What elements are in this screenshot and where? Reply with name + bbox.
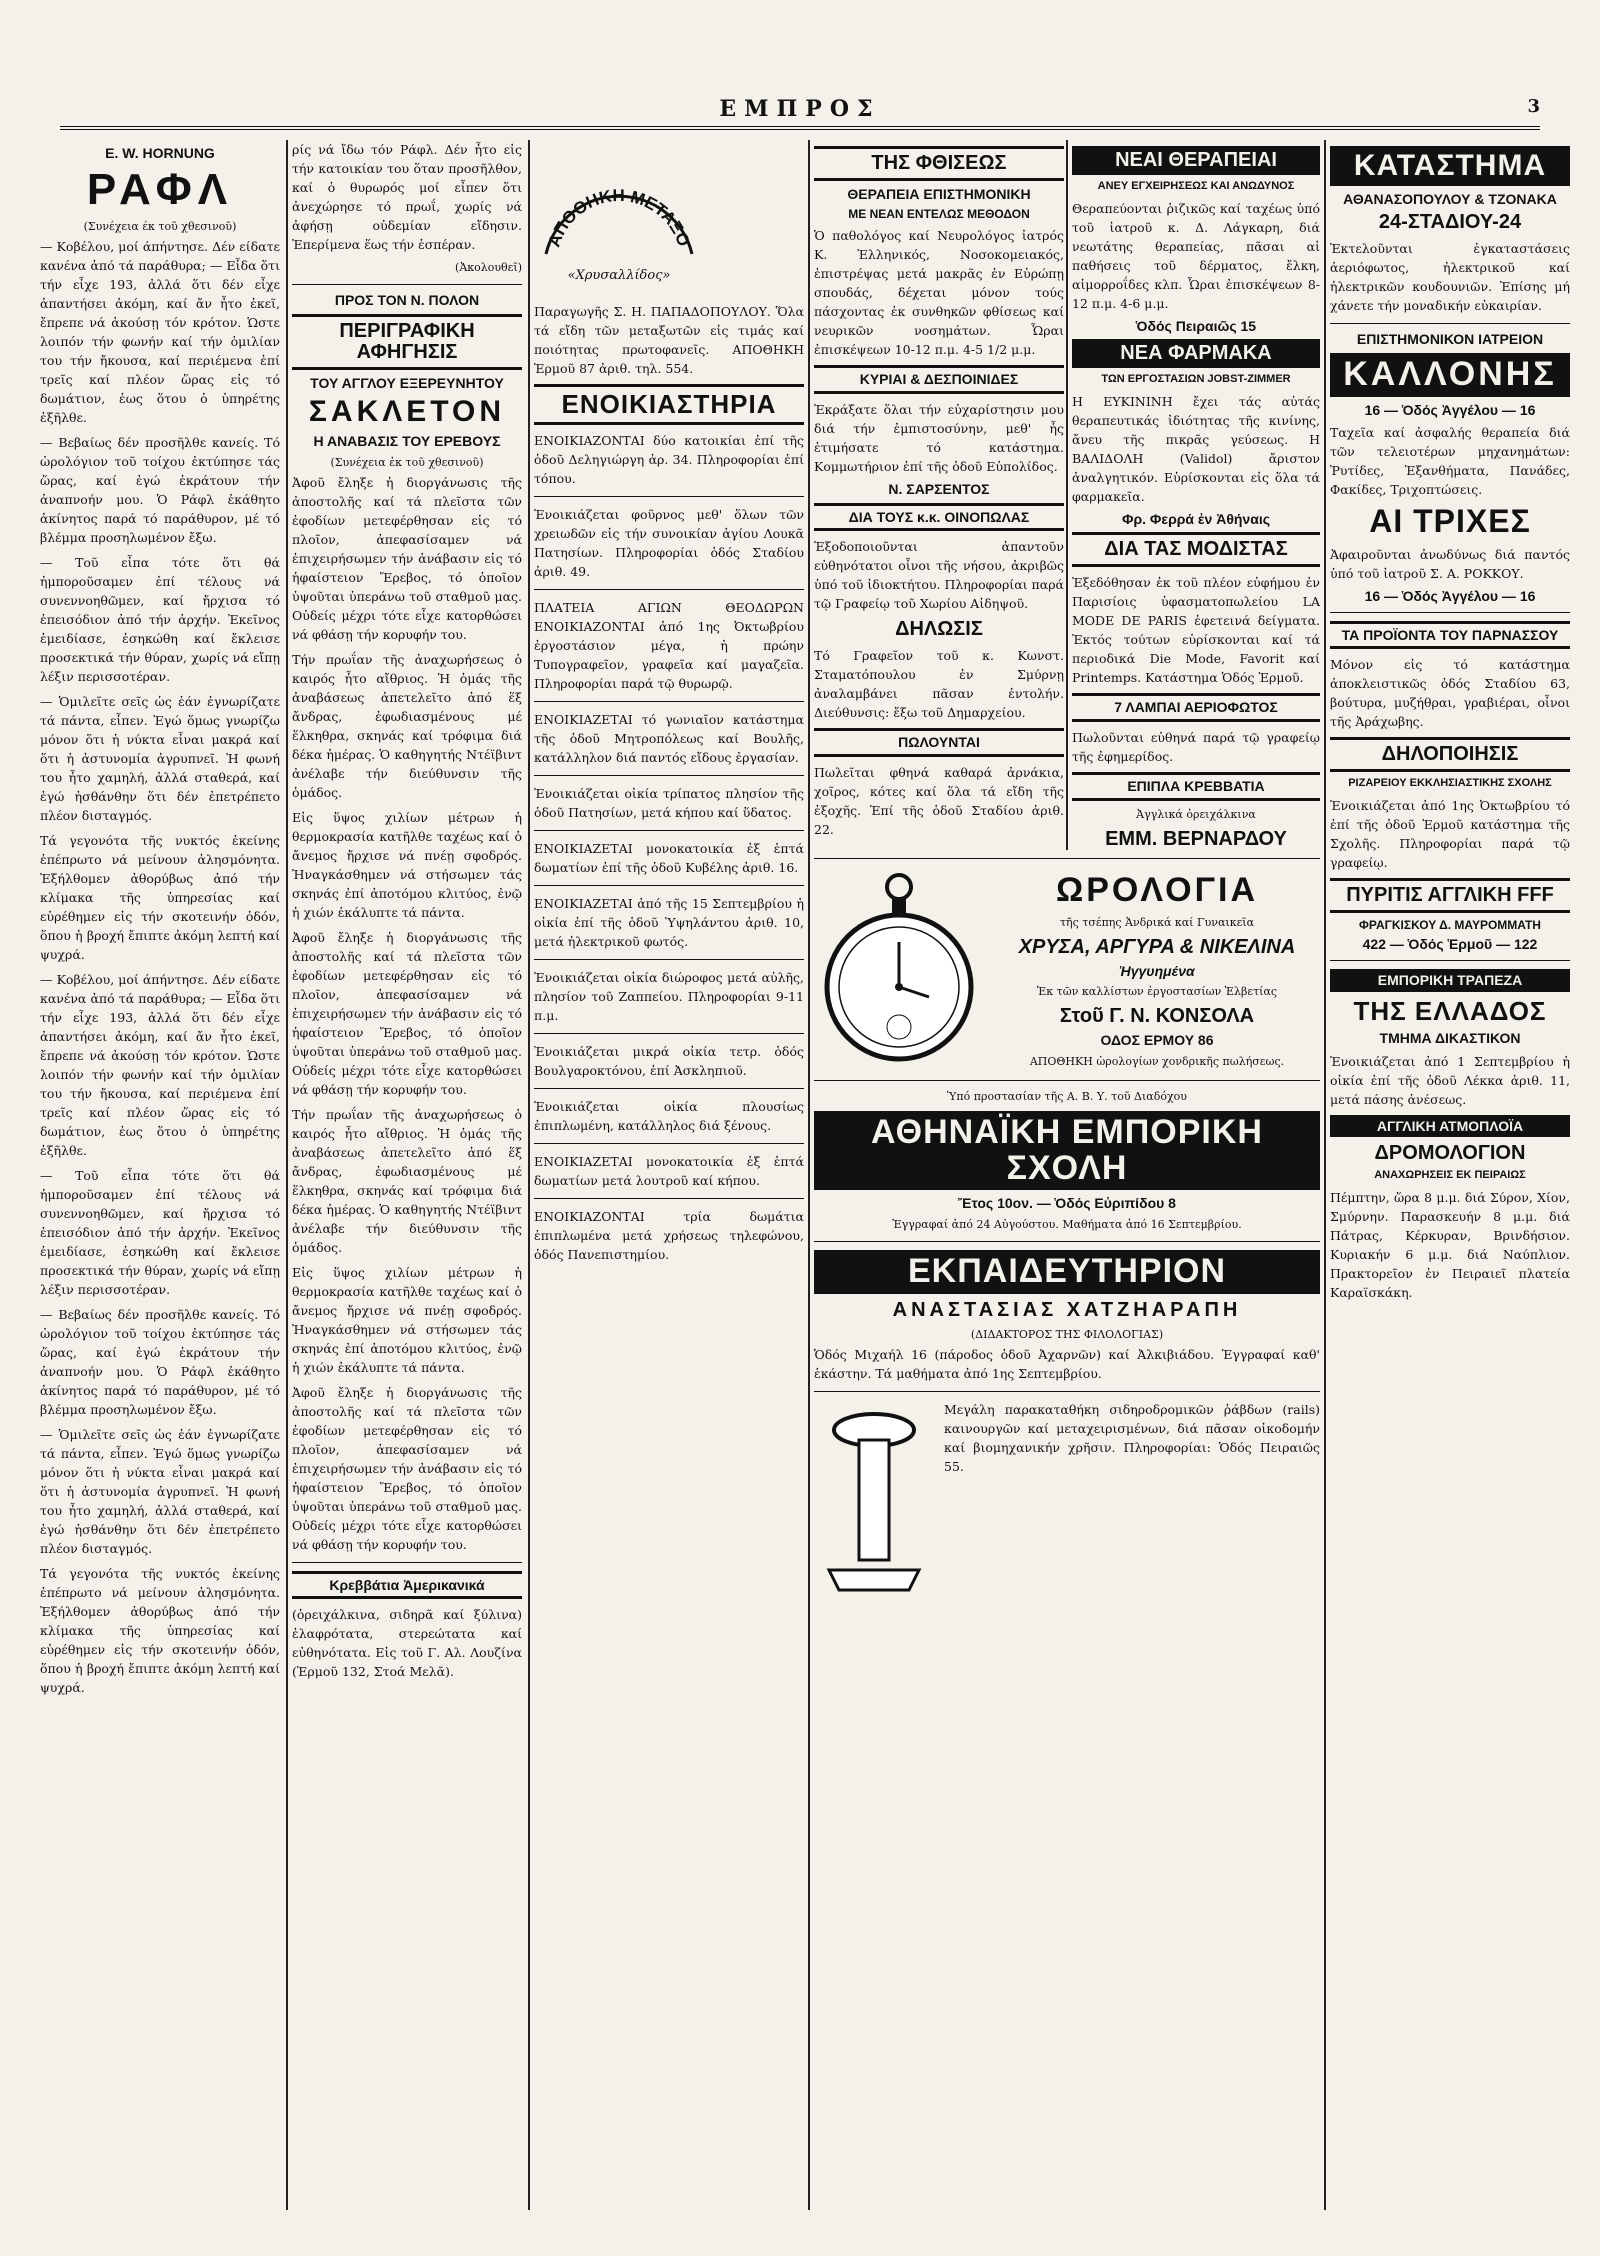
rental-ad: ΕΝΟΙΚΙΑΖΕΤΑΙ μονοκατοικία ἐξ ἑπτά δωματίων ἐπί τῆς ὁδοῦ Κυβέλης ἀριθ. 16. [534,841,804,876]
rental-ad: ΕΝΟΙΚΙΑΖΕΤΑΙ ἀπό τῆς 15 Σεπτεμβρίου ἡ οἰκία ἐπί τῆς ὁδοῦ Ὑψηλάντου ἀριθ. 10, μετά ἠλεκτρικοῦ φωτός. [534,896,804,950]
serial-paragraph: — Βεβαίως δέν προσῆλθε κανείς. Τό ὡρολόγιον τοῦ τοίχου ἐκτύπησε τάς ὥρας, καί ἐγώ ἐκράτουν τήν ἀναπνοήν μου. Ὁ Ράφλ ἐκάθητο ἀκίνητος παρά τό παράθυρον, μέ τό βλέμμα προσηλωμένον ἔξω. [40,1306,280,1417]
serial-paragraph: — Βεβαίως δέν προσῆλθε κανείς. Τό ὡρολόγιον τοῦ τοίχου ἐκτύπησε τάς ὥρας, καί ἐγώ ἐκράτουν τήν ἀναπνοήν μου. Ὁ Ράφλ ἐκάθητο ἀκίνητος παρά τό παράθυρον, μέ τό βλέμμα προσηλωμένον ἔξω. [40,434,280,545]
ad-name: Ν. ΣΑΡΣΕΝΤΟΣ [888,480,990,497]
watch-ad [814,867,1320,1072]
watch-ad-line: ΧΡΥΣΑ, ΑΡΓΥΡΑ & ΝΙΚΕΛΙΝΑ [1018,935,1296,958]
serial-paragraph: — Ὁμιλεῖτε σεῖς ὡς ἐάν ἐγνωρίζατε τά πάντα, εἶπεν. Ἐγώ ὅμως γνωρίζω μόνον ὅτι ἡ νύκτα εἶναι μακρά καί ὅτι ἡ ἀστυνομία ἀγρυπνεῖ. Ἡ φωνή του ἦτο χαμηλή, ἀλλά σταθερά, καί ἐγώ ἠσθάνθην ὅτι δέν ἐπετρέπετο πλέον δισταγμός. [40,693,280,823]
serial-continuation: (Συνέχεια έκ τοῦ χθεσινοῦ) [83,219,237,233]
ad-text: Τό Γραφεῖον τοῦ κ. Κωνστ. Σταματόπουλου ἐν Σμύρνῃ ἀναλαμβάνει πᾶσαν ἐντολήν. Διεύθυνσις: ἔξω τοῦ Δημαρχείου. [814,648,1064,721]
rental-ad: Ἐνοικιάζεται οἰκία τρίπατος πλησίον τῆς ὁδοῦ Πατησίων, μετά κήπου καί ὕδατος. [534,786,804,821]
article-title: ΣΑΚΛΕΤΟΝ [308,395,506,429]
rental-ad: ΠΛΑΤΕΙΑ ΑΓΙΩΝ ΘΕΟΔΩΡΩΝ ΕΝΟΙΚΙΑΖΟΝΤΑΙ ἀπό 1ης Ὀκτωβρίου ἐργοστάσιον μέγα, ἡ πρώην Τυπογραφεῖον, γραφεῖα καί μαγαζεῖα. Πληροφορίαι παρά τῷ θυρωρῷ. [534,600,804,692]
ad-heading: ΝΕΑΙ ΘΕΡΑΠΕΙΑΙ [1072,146,1320,175]
rental-ad: ΕΝΟΙΚΙΑΖΕΤΑΙ τό γωνιαῖον κατάστημα τῆς ὁδοῦ Μητροπόλεως καί Βουλῆς, κατάλληλον διά παντός εἴδους ἐργασίαν. [534,712,804,766]
article-subheading: ΤΟΥ ΑΓΓΛΟΥ ΕΞΕΡΕΥΝΗΤΟΥ [310,374,504,391]
seal-text: ΑΠΟΘΗΚΗ ΜΕΤΑΞΟ [544,186,694,250]
watch-ad-title: ΩΡΟΛΟΓΙΑ [1055,871,1259,909]
serial-paragraph: — Τοῦ εἶπα τότε ὅτι θά ἠμποροῦσαμεν ἐπί τέλους νά συνεννοηθῶμεν, καί ἤρχισα τό ἐπεισόδιον ἀπό τήν ἀρχήν. Ἐκεῖνος ἐμειδίασε, ἐσηκώθη καί ἔκλεισε προσεκτικά τήν θύραν, χωρίς νά εἴπῃ λέξιν περισσοτέραν. [40,554,280,684]
gunpowder-ad-seller: ΦΡΑΓΚΙΣΚΟΥ Δ. ΜΑΥΡΟΜΜΑΤΗ [1359,917,1541,932]
ad-heading: ΔΙΑ ΤΟΥΣ κ.κ. ΟΙΝΟΠΩΛΑΣ [814,503,1064,532]
page-number: 3 [1527,96,1540,117]
ad-subheading: ΑΝΕΥ ΕΓΧΕΙΡΗΣΕΩΣ ΚΑΙ ΑΝΩΔΥΝΟΣ [1097,180,1295,192]
ad-text: Ἀγγλικά ὀρειχάλκινα [1136,807,1256,821]
education-ad-title: ΕΚΠΑΙΔΕΥΤΗΡΙΟΝ [814,1250,1320,1294]
watch-ad-address: ΟΔΟΣ ΕΡΜΟΥ 86 [1100,1032,1214,1049]
silk-store-seal [534,144,704,294]
rental-ad: Ἐνοικιάζεται οἰκία πλουσίως ἐπιπλωμένη, κατάλληλος διά ξένους. [534,1099,804,1134]
serial-paragraph: — Ὁμιλεῖτε σεῖς ὡς ἐάν ἐγνωρίζατε τά πάντα, εἶπεν. Ἐγώ ὅμως γνωρίζω μόνον ὅτι ἡ νύκτα εἶναι μακρά καί ὅτι ἡ ἀστυνομία ἀγρυπνεῖ. Ἡ φωνή του ἦτο χαμηλή, ἀλλά σταθερά, καί ἐγώ ἠσθάνθην ὅτι δέν ἐπετρέπετο πλέον δισταγμός. [40,1426,280,1556]
shop-ad-owners: ΑΘΑΝΑΣΟΠΟΥΛΟΥ & ΤΖΟΝΑΚΑ [1343,190,1557,207]
school-ad-title: ΑΘΗΝΑΪΚΗ ΕΜΠΟΡΙΚΗ ΣΧΟΛΗ [814,1111,1320,1190]
article-paragraph: Εἰς ὕψος χιλίων μέτρων ἡ θερμοκρασία κατῆλθε ταχέως καί ὁ ἄνεμος ἤρχισε νά πνέῃ σφοδρός. Ἠναγκάσθημεν νά στήσωμεν τάς σκηνάς ἐπί ἀποτόμου κλιτύος, ἐνῷ ἡ χιών ἐκάλυπτε τά πάντα. [292,809,522,920]
ad-heading: ΠΩΛΟΥΝΤΑΙ [814,728,1064,757]
article-paragraph: Ἀφοῦ ἔληξε ἡ διοργάνωσις τῆς ἀποστολῆς καί τά πλεῖστα τῶν ἐφοδίων μετεφέρθησαν εἰς τό πλοῖον, ἀπεφασίσαμεν νά ἐπιχειρήσωμεν τήν ἀνάβασιν εἰς τό ἡφαίστειον Ἔρεβος, τό ὁποῖον ὑψοῦται ὑπεράνω τοῦ σταθμοῦ μας. Οὐδείς μέχρι τότε εἶχε κατορθώσει νά φθάσῃ τήν κορυφήν του. [292,929,522,1097]
shop-ad-text: Ἐκτελοῦνται ἐγκαταστάσεις ἀεριόφωτος, ἠλεκτρικοῦ καί ἠλεκτρικῶν κουδουνιῶν. Ἐπίσης μή χάνετε τήν μοναδικήν εὐκαιρίαν. [1330,241,1570,314]
continued-note: (Ἀκολουθεῖ) [455,261,522,274]
rental-ad: Ἐνοικιάζεται φοῦρνος μεθ' ὅλων τῶν χρειωδῶν εἰς τήν συνοικίαν ἁγίου Λουκᾶ Πατησίων. Πληροφορίαι ὁδός Σταδίου ἀριθ. 49. [534,507,804,580]
ad-text: Ἐξοδοποιοῦνται ἀπαντοῦν εὐθηνότατοι οἶνοι τῆς νήσου, ἀκριβῶς ὑπό τοῦ ἰδιοκτήτου. Πληροφορίαι παρά τῷ Γραφείῳ τοῦ Χωρίου Αἰδηψοῦ. [814,539,1064,612]
column-rule [286,140,288,2210]
ad-address: Ὁδός Πειραιῶς 15 [1135,317,1257,334]
ad-text: Θεραπεύονται ῥιζικῶς καί ταχέως ὑπό τοῦ ἰατροῦ κ. Δ. Λάγκαρη, διά νεωτάτης θεραπείας, πᾶσαι αἱ παθήσεις τοῦ δέρματος, ἔλκη, αἱμορροΐδες κλπ. Ὧραι ἐπισκέψεων 8-12 π.μ. 4-6 μ.μ. [1072,200,1320,311]
masthead [60,96,1540,130]
ad-heading: ΕΠΙΠΛΑ ΚΡΕΒΒΑΤΙΑ [1072,772,1320,801]
clinic-ad-address: 16 — Ὁδός Ἀγγέλου — 16 [1364,401,1536,418]
school-ad-line: Ἔτος 10ον. — Ὁδός Εὐριπίδου 8 [958,1195,1176,1212]
ad-subheading: ΜΕ ΝΕΑΝ ΕΝΤΕΛΩΣ ΜΕΘΟΔΟΝ [848,206,1030,221]
column-pharmacy-ads [1072,140,1320,850]
rental-ad: ΕΝΟΙΚΙΑΖΟΝΤΑΙ τρία δωμάτια ἐπιπλωμένα μετά χρήσεως τηλεφώνου, ὁδός Πανεπιστημίου. [534,1209,804,1263]
hair-ad-address: 16 — Ὁδός Ἀγγέλου — 16 [1364,587,1536,604]
rail-ad-text: Μεγάλη παρακαταθήκη σιδηροδρομικῶν ῥάβδων (rails) καινουργῶν καί μεταχειρισμένων, διά πᾶσαν οἰκοδομήν καί βιομηχανικήν χρῆσιν. Πληροφορίαι: Ὁδός Πειραιῶς 55. [944,1401,1320,1474]
serial-paragraph: — Κοβέλου, μοί άπήντησε. Δέν είδατε κανένα ἀπό τά παράθυρα; — Εἶδα ὅτι τήν εἶχε 193, ἀλλά ὅτι δέν εἶχε ἀπαντήσει ἀκόμη, καί ἄν ἦτο ἐκεῖ, ἔπρεπε νά ἀκούσῃ τόν κρότον. Ὡστε λοιπόν τήν φωνήν καί τήν ὁμιλίαν του τήν ἤκουσα, καί περιέμενα ἐπί τρεῖς καί πλέον ὥρας εἰς τό δωμάτιον, ἐως ὅτου ὁ ὑπηρέτης ἐξῆλθε. [40,238,280,425]
bank-ad-text: Ἐνοικιάζεται ἀπό 1 Σεπτεμβρίου ἡ οἰκία ἐπί τῆς ὁδοῦ Λέκκα ἀριθ. 11, μετά πάσης ἀνέσεως. [1330,1053,1570,1107]
watch-ad-line: ΑΠΟΘΗΚΗ ὡρολογίων χονδρικῆς πωλήσεως. [1029,1055,1285,1069]
column-shop-ads [1330,140,1570,2210]
watch-ad-subtitle: τῆς τσέπης Ἀνδρικά καί Γυναικεῖα [1059,915,1255,929]
ad-heading: ΝΕΑ ΦΑΡΜΑΚΑ [1072,339,1320,368]
article-paragraph: Ἀφοῦ ἔληξε ἡ διοργάνωσις τῆς ἀποστολῆς καί τά πλεῖστα τῶν ἐφοδίων μετεφέρθησαν εἰς τό πλοῖον, ἀπεφασίσαμεν νά ἐπιχειρήσωμεν τήν ἀνάβασιν εἰς τό ἡφαίστειον Ἔρεβος, τό ὁποῖον ὑψοῦται ὑπεράνω τοῦ σταθμοῦ μας. Οὐδείς μέχρι τότε εἶχε κατορθώσει νά φθάσῃ τήν κορυφήν του. [292,474,522,642]
article-paragraph: Τήν πρωΐαν τῆς ἀναχωρήσεως ὁ καιρός ἦτο αἴθριος. Ἡ ὁμάς τῆς ἀναβάσεως ἀπετελεῖτο ἀπό ἕξ ἄνδρας, ἐφωδιασμένους μέ ἕλκηθρα, σκηνάς καί τρόφιμα διά δέκα ἡμέρας. Ὁ καθηγητής Ντέϊβιντ ἀνέλαβε τήν διεύθυνσιν τῆς ὁμάδος. [292,1106,522,1255]
clinic-ad-text: Ταχεῖα καί ἀσφαλής θεραπεία διά τῶν τελειοτέρων μηχανημάτων: Ῥυτίδες, Ἐξανθήματα, Πανάδες, Φακίδες, Τριχοπτώσεις. [1330,425,1570,498]
clinic-ad-title: ΚΑΛΛΟΝΗΣ [1330,353,1570,397]
bank-ad-title: ΕΜΠΟΡΙΚΗ ΤΡΑΠΕΖΑ [1330,969,1570,992]
rental-ad: Ἐνοικιάζεται οἰκία διώροφος μετά αὐλῆς, πλησίον τοῦ Ζαππείου. Πληροφορίαι 9-11 π.μ. [534,970,804,1024]
rail-ad [814,1400,1320,1600]
notice-text: Ἐνοικιάζεται ἀπό 1ης Ὀκτωβρίου τό ἐπί τῆς ὁδοῦ Ἑρμοῦ κατάστημα τῆς Σχολῆς. Πληροφορίαι παρά τῷ γραφείῳ. [1330,797,1570,870]
ad-text: Ὁ παθολόγος καί Νευρολόγος ἰατρός Κ. Ἐλληνικός, Νοσοκομειακός, ἐπιστρέψας μετά μακρᾶς ἐν Εὐρώπῃ σπουδάς, δέχεται μόνον τούς πάσχοντας ἐκ συνθηκῶν φθίσεως καί νευρικῶν νοσημάτων. Ὧραι ἐπισκέψεων 10-12 π.μ. 4-5 1/2 μ.μ. [814,228,1064,358]
beds-ad-heading: Κρεββάτια Ἀμερικανικά [292,1571,522,1600]
ad-text: Πωλοῦνται εὐθηνά παρά τῷ γραφείῳ τῆς ἐφημερίδος. [1072,730,1320,765]
rental-ad: Ἐνοικιάζεται μικρά οἰκία τετρ. ὁδός Βουλγαροκτόνου, ἐπί Ἀσκληπιοῦ. [534,1044,804,1079]
hair-ad-text: Ἀφαιροῦνται ἀνωδύνως διά παντός ὑπό τοῦ ἰατροῦ Σ. Α. ΡΟΚΚΟΥ. [1330,546,1570,581]
steamship-ad-title: ΑΓΓΛΙΚΗ ΑΤΜΟΠΛΟΪΑ [1330,1115,1570,1138]
notice-subtitle: ΡΙΖΑΡΕΙΟΥ ΕΚΚΛΗΣΙΑΣΤΙΚΗΣ ΣΧΟΛΗΣ [1348,777,1552,790]
ad-heading: 7 ΛΑΜΠΑΙ ΑΕΡΙΟΦΩΤΟΣ [1072,693,1320,722]
steamship-ad-subtitle: ΔΡΟΜΟΛΟΓΙΟΝ [1374,1142,1526,1165]
parnassos-ad-title: ΤΑ ΠΡΟΪΟΝΤΑ ΤΟΥ ΠΑΡΝΑΣΣΟΥ [1330,621,1570,650]
shop-ad-title: ΚΑΤΑΣΤΗΜΑ [1330,146,1570,186]
parnassos-ad-text: Μόνον εἰς τό κατάστημα ἀποκλειστικῶς ὁδός Σταδίου 63, βούτυρα, μυζήθραι, γραβιέραι, οἶνοι τῆς Ἀράχωβης. [1330,657,1570,730]
ad-heading: ΚΥΡΙΑΙ & ΔΕΣΠΟΙΝΙΔΕΣ [814,365,1064,394]
serial-paragraph: Τά γεγονότα τῆς νυκτός ἐκείνης ἐπέπρωτο νά μείνουν ἀλησμόνητα. Ἐξήλθομεν ἀθορύβως ἀπό τήν κλίμακα τῆς ὑπηρεσίας καί εὑρέθημεν εἰς τήν σκοτεινήν ὁδόν, ὅπου ἡ βροχή ἔπιπτε ἀκόμη λεπτή καί ψυχρά. [40,1565,280,1695]
bank-ad-dept: ΤΜΗΜΑ ΔΙΚΑΣΤΙΚΟΝ [1379,1030,1521,1047]
ad-subheading: ΘΕΡΑΠΕΙΑ ΕΠΙΣΤΗΜΟΝΙΚΗ [847,186,1031,202]
seal-subtext: «Χρυσαλλίδος» [567,268,671,283]
clinic-ad-heading: ΕΠΙΣΤΗΜΟΝΙΚΟΝ ΙΑΤΡΕΙΟΝ [1356,331,1544,348]
article-kicker: ΠΡΟΣ ΤΟΝ Ν. ΠΟΛΟΝ [334,292,480,308]
beds-ad-text: (ὁρειχάλκινα, σιδηρᾶ καί ξύλινα) ἐλαφρότατα, στερεώτατα καί εὐθηνότατα. Εἰς τοῦ Γ. Αλ. Λουζίνα (Ἑρμοῦ 132, Στοά Μελᾶ). [292,1607,522,1680]
serial-end-paragraph: ρίς νά ἴδω τόν Ράφλ. Δέν ἦτο εἰς τήν κατοικίαν του ὅταν προσῆλθον, καί ὁ θυρωρός μοί εἶπεν ὅτι ἀνεχώρησε τό πρωΐ, χωρίς νά ἀφήσῃ οὐδεμίαν εἴδησιν. Ἐπερίμενα ἕως τήν ἑσπέραν. [292,142,522,252]
ad-name: Φρ. Φερρά ἐν Ἀθήναις [1122,510,1270,527]
steamship-ad-text: Πέμπτην, ὥρα 8 μ.μ. διά Σύρον, Χίον, Σμύρνην. Παρασκευήν 8 μ.μ. διά Πάτρας, Κέρκυραν, Βρινδήσιον. Κυριακήν 6 μ.μ. διά Ναύπλιον. Πρακτορεῖον ἐν Πειραιεῖ πλατεία Καραϊσκάκη. [1330,1189,1570,1300]
shop-ad-address: 24-ΣΤΑΔΙΟΥ-24 [1378,211,1522,234]
watch-ad-seller: Στοῦ Γ. Ν. ΚΟΝΣΟΛΑ [1059,1005,1255,1028]
school-ad-line: Ἐγγραφαί ἀπό 24 Αὐγούστου. Μαθήματα ἀπό 16 Σεπτεμβρίου. [892,1218,1242,1232]
silk-store-ad: Παραγωγῆς Σ. Η. ΠΑΠΑΔΟΠΟΥΛΟΥ. Ὅλα τά εἴδη τῶν μεταξωτῶν εἰς τιμάς καί ποιότητας πρωτοφανεῖς. ΑΠΟΘΗΚΗ Ἑρμοῦ 87 ἀριθ. τηλ. 554. [534,304,804,376]
gunpowder-ad-address: 422 — Ὁδός Ἑρμοῦ — 122 [1362,936,1538,953]
rail-illustration [814,1400,934,1600]
education-ad-sub: (ΔΙΔΑΚΤΟΡΟΣ ΤΗΣ ΦΙΛΟΛΟΓΙΑΣ) [970,1327,1164,1341]
ad-text: Πωλεῖται φθηνά καθαρά ἀρνάκια, χοῖρος, κότες καί ὅλα τά εἴδη τῆς ἐξοχῆς. Ἐπί τῆς ὁδοῦ Σταδίου ἀριθ. 22. [814,765,1064,838]
rental-ad: ΕΝΟΙΚΙΑΖΕΤΑΙ μονοκατοικία ἐξ ἑπτά δωματίων μετά λουτροῦ καί κήπου. [534,1154,804,1189]
ad-heading: ΔΙΑ ΤΑΣ ΜΟΔΙΣΤΑΣ [1072,532,1320,567]
column-shackleton [292,140,522,2210]
gunpowder-ad-title: ΠΥΡΙΤΙΣ ΑΓΓΛΙΚΗ FFF [1330,878,1570,913]
svg-text:ΑΠΟΘΗΚΗ ΜΕΤΑΞΟΤΩΝ [534,144,693,249]
ad-text: Ἐξεδόθησαν ἐκ τοῦ πλέον εὐφήμου ἐν Παρισίοις ὑφασματοπωλείου LA MODE DE PARIS ἐφετεινά δείγματα. Ἐκτός τούτων εὑρίσκονται καί τά περιοδικά Die Mode, Favorit καί Printemps. Κατάστημα Ὁδός Ἑρμοῦ. [1072,575,1320,686]
column-serial [40,140,280,2210]
ad-text: Ἐκράξατε ὅλαι τήν εὐχαρίστησιν μου διά τήν ἐμπιστοσύνην, μεθ' ἧς ἐτιμήσατε τό κατάστημα. Κομμωτήριον ἐπί τῆς ὁδοῦ Εὐπολίδος. [814,401,1064,474]
rentals-heading: ΕΝΟΙΚΙΑΣΤΗΡΙΑ [534,384,804,425]
column-rentals [534,140,804,2210]
serial-paragraph: Τά γεγονότα τῆς νυκτός ἐκείνης ἐπέπρωτο νά μείνουν ἀλησμόνητα. Ἐξήλθομεν ἀθορύβως ἀπό τήν κλίμακα τῆς ὑπηρεσίας καί εὑρέθημεν εἰς τήν σκοτεινήν ὁδόν, ὅπου ἡ βροχή ἔπιπτε ἀκόμη λεπτή καί ψυχρά. [40,832,280,962]
article-heading: ΠΕΡΙΓΡΑΦΙΚΗ ΑΦΗΓΗΣΙΣ [292,314,522,370]
serial-author: E. W. HORNUNG [105,145,215,161]
bank-ad-subtitle: ΤΗΣ ΕΛΛΑΔΟΣ [1353,995,1547,1026]
column-rule [808,140,810,2210]
education-ad-name: ΑΝΑΣΤΑΣΙΑΣ ΧΑΤΖΗΑΡΑΠΗ [892,1298,1242,1321]
pocket-watch-illustration [814,867,984,1067]
ad-heading: ΤΗΣ ΦΘΙΣΕΩΣ [814,146,1064,181]
serial-paragraph: — Τοῦ εἶπα τότε ὅτι θά ἠμποροῦσαμεν ἐπί τέλους νά συνεννοηθῶμεν, καί ἤρχισα τό ἐπεισόδιον ἀπό τήν ἀρχήν. Ἐκεῖνος ἐμειδίασε, ἐσηκώθη καί ἔκλεισε προσεκτικά τήν θύραν, χωρίς νά εἴπῃ λέξιν περισσοτέραν. [40,1167,280,1297]
wide-ads-block [814,850,1320,2210]
serial-title: ΡΑΦΛ [86,164,234,214]
article-paragraph: Εἰς ὕψος χιλίων μέτρων ἡ θερμοκρασία κατῆλθε ταχέως καί ὁ ἄνεμος ἤρχισε νά πνέῃ σφοδρός. Ἠναγκάσθημεν νά στήσωμεν τάς σκηνάς ἐπί ἀποτόμου κλιτύος, ἐνῷ ἡ χιών ἐκάλυπτε τά πάντα. [292,1264,522,1375]
ad-subheading: ΤΩΝ ΕΡΓΟΣΤΑΣΙΩΝ JOBST-ZIMMER [1101,373,1291,386]
ad-heading: ΔΗΛΩΣΙΣ [895,618,983,641]
masthead-title: ΕΜΠΡΟΣ [719,96,881,122]
column-rule [1324,140,1326,2210]
education-ad-text: Ὁδός Μιχαήλ 16 (πάροδος ὁδοῦ Ἀχαρνῶν) καί Ἀλκιβιάδου. Ἐγγραφαί καθ' ἑκάστην. Τά μαθήματα ἀπό 1ης Σεπτεμβρίου. [814,1346,1320,1381]
ad-name: ΕΜΜ. ΒΕΡΝΑΡΔΟΥ [1105,827,1287,850]
watch-ad-line: Ἐκ τῶν καλλίστων ἐργοστασίων Ἑλβετίας [1036,985,1278,999]
serial-paragraph: — Κοβέλου, μοί άπήντησε. Δέν είδατε κανένα ἀπό τά παράθυρα; — Εἶδα ὅτι τήν εἶχε 193, ἀλλά ὅτι δέν εἶχε ἀπαντήσει ἀκόμη, καί ἄν ἦτο ἐκεῖ, ἔπρεπε νά ἀκούσῃ τόν κρότον. Ὡστε λοιπόν τήν φωνήν καί τήν ὁμιλίαν του τήν ἤκουσα, καί περιέμενα ἐπί τρεῖς καί πλέον ὥρας εἰς τό δωμάτιον, ἐως ὅτου ὁ ὑπηρέτης ἐξῆλθε. [40,971,280,1158]
hair-ad-title: ΑΙ ΤΡΙΧΕΣ [1369,503,1531,540]
school-ad-pre: Ὑπό προστασίαν τῆς Α. Β. Υ. τοῦ Διαδόχου [947,1090,1187,1104]
article-paragraph: Ἀφοῦ ἔληξε ἡ διοργάνωσις τῆς ἀποστολῆς καί τά πλεῖστα τῶν ἐφοδίων μετεφέρθησαν εἰς τό πλοῖον, ἀπεφασίσαμεν νά ἐπιχειρήσωμεν τήν ἀνάβασιν εἰς τό ἡφαίστειον Ἔρεβος, τό ὁποῖον ὑψοῦται ὑπεράνω τοῦ σταθμοῦ μας. Οὐδείς μέχρι τότε εἶχε κατορθώσει νά φθάσῃ τήν κορυφήν του. [292,1384,522,1552]
rental-ad: ΕΝΟΙΚΙΑΖΟΝΤΑΙ δύο κατοικίαι ἐπί τῆς ὁδοῦ Δεληγιώργη ἀρ. 34. Πληροφορίαι ἐπί τόπου. [534,433,804,487]
notice-title: ΔΗΛΟΠΟΙΗΣΙΣ [1330,737,1570,772]
column-rule [528,140,530,2210]
article-subtitle: Η ΑΝΑΒΑΣΙΣ ΤΟΥ ΕΡΕΒΟΥΣ [313,432,501,449]
column-medical-ads [814,140,1064,840]
article-continuation: (Συνέχεια ἐκ τοῦ χθεσινοῦ) [330,455,484,469]
ad-text: Η ΕΥΚΙΝΙΝΗ ἔχει τάς αὐτάς θεραπευτικάς ἰδιότητας τῆς κινίνης, ἄνευ τῆς πικρᾶς γεύσεως. Η ΒΑΛΙΔΟΛΗ (Validol) ἄριστον ἀναλγητικόν. Εὑρίσκονται εἰς ὅλα τά φαρμακεῖα. [1072,393,1320,504]
watch-ad-line: Ἠγγυημένα [1119,962,1195,979]
article-paragraph: Τήν πρωΐαν τῆς ἀναχωρήσεως ὁ καιρός ἦτο αἴθριος. Ἡ ὁμάς τῆς ἀναβάσεως ἀπετελεῖτο ἀπό ἕξ ἄνδρας, ἐφωδιασμένους μέ ἕλκηθρα, σκηνάς καί τρόφιμα διά δέκα ἡμέρας. Ὁ καθηγητής Ντέϊβιντ ἀνέλαβε τήν διεύθυνσιν τῆς ὁμάδος. [292,651,522,800]
steamship-ad-subtitle: ΑΝΑΧΩΡΗΣΕΙΣ ΕΚ ΠΕΙΡΑΙΩΣ [1374,1169,1526,1182]
